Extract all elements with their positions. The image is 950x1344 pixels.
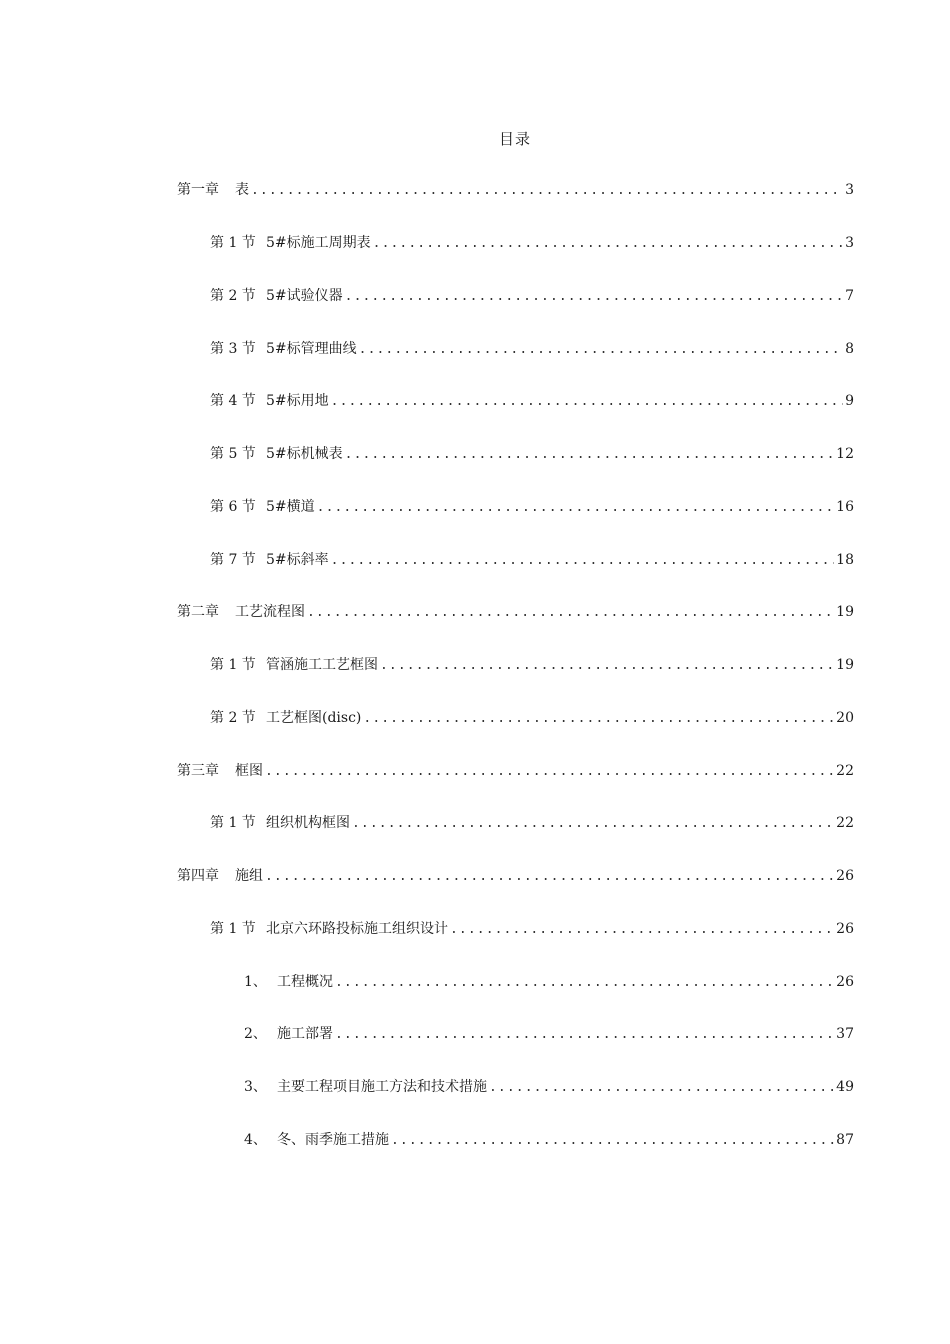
toc-entry-text: 表 xyxy=(235,182,249,198)
toc-entry-section[interactable] xyxy=(210,812,854,834)
toc-entry-subsection[interactable] xyxy=(244,1129,854,1151)
toc-entry-page: 19 xyxy=(836,657,854,673)
toc-entry-page: 26 xyxy=(836,974,854,990)
toc-leader-dots xyxy=(317,497,835,518)
toc-entry-page: 18 xyxy=(836,552,854,568)
toc-entry-section[interactable] xyxy=(210,285,854,307)
toc-leader-dots xyxy=(345,286,843,307)
toc-entry-text: 5#标用地 xyxy=(266,393,329,409)
toc-entry-number: 1、 xyxy=(244,974,267,990)
toc-entry-number: 第四章 xyxy=(177,868,219,884)
toc-entry-number: 第 3 节 xyxy=(210,341,256,357)
toc-entry-page: 49 xyxy=(836,1079,854,1095)
toc-entry-number: 第 2 节 xyxy=(210,288,256,304)
toc-entry-number: 第 7 节 xyxy=(210,552,256,568)
toc-entry-section[interactable] xyxy=(210,390,854,412)
toc-entry-section[interactable] xyxy=(210,443,854,465)
toc-leader-dots xyxy=(335,972,834,993)
toc-entry-page: 20 xyxy=(836,710,854,726)
toc-entry-number: 第 6 节 xyxy=(210,499,256,515)
toc-entry-page: 3 xyxy=(845,235,854,251)
toc-entry-text: 5#横道 xyxy=(266,499,315,515)
toc-leader-dots xyxy=(363,708,834,729)
toc-leader-dots xyxy=(265,761,834,782)
toc-entry-number: 4、 xyxy=(244,1132,267,1148)
toc-entry-section[interactable] xyxy=(210,496,854,518)
toc-entry-number: 2、 xyxy=(244,1026,267,1042)
toc-leader-dots xyxy=(335,1024,834,1045)
toc-entry-number: 第 1 节 xyxy=(210,657,256,673)
toc-entry-page: 19 xyxy=(836,604,854,620)
toc-entry-section[interactable] xyxy=(210,338,854,360)
toc-entry-section[interactable] xyxy=(210,654,854,676)
toc-entry-number: 第 1 节 xyxy=(210,921,256,937)
toc-entry-text: 5#标斜率 xyxy=(266,552,329,568)
toc-entry-section[interactable] xyxy=(210,918,854,940)
toc-title: 目录 xyxy=(498,130,531,148)
toc-entry-text: 冬、雨季施工措施 xyxy=(277,1132,389,1148)
toc-entry-text: 管涵施工工艺框图 xyxy=(266,657,378,673)
toc-entry-number: 3、 xyxy=(244,1079,267,1095)
toc-leader-dots xyxy=(391,1130,834,1151)
toc-entry-text: 北京六环路投标施工组织设计 xyxy=(266,921,448,937)
toc-leader-dots xyxy=(489,1077,834,1098)
toc-entry-text: 5#试验仪器 xyxy=(266,288,343,304)
toc-entry-page: 7 xyxy=(845,288,854,304)
toc-entry-text: 5#标施工周期表 xyxy=(266,235,371,251)
toc-leader-dots xyxy=(380,655,834,676)
toc-entry-page: 22 xyxy=(836,815,854,831)
toc-entry-text: 工程概况 xyxy=(277,974,333,990)
toc-entry-text: 5#标机械表 xyxy=(266,446,343,462)
toc-entry-subsection[interactable] xyxy=(244,1023,854,1045)
toc-leader-dots xyxy=(450,919,834,940)
toc-entry-section[interactable] xyxy=(210,549,854,571)
toc-entry-page: 9 xyxy=(845,393,854,409)
toc-entry-chapter-3[interactable] xyxy=(177,760,854,782)
toc-entry-page: 87 xyxy=(836,1132,854,1148)
toc-entry-number: 第 1 节 xyxy=(210,815,256,831)
toc-entry-section[interactable] xyxy=(210,232,854,254)
toc-entry-number: 第 1 节 xyxy=(210,235,256,251)
toc-entry-page: 26 xyxy=(836,921,854,937)
toc-entry-chapter-2[interactable] xyxy=(177,601,854,623)
toc-leader-dots xyxy=(307,602,834,623)
toc-entry-chapter-4[interactable] xyxy=(177,865,854,887)
toc-entry-page: 16 xyxy=(836,499,854,515)
toc-entry-number: 第三章 xyxy=(177,763,219,779)
toc-leader-dots xyxy=(345,444,835,465)
toc-entry-number: 第二章 xyxy=(177,604,219,620)
toc-leader-dots xyxy=(352,813,834,834)
toc-entry-text: 工艺流程图 xyxy=(235,604,305,620)
toc-entry-page: 8 xyxy=(845,341,854,357)
toc-entry-number: 第一章 xyxy=(177,182,219,198)
toc-entry-text: 施工部署 xyxy=(277,1026,333,1042)
toc-entry-text: 主要工程项目施工方法和技术措施 xyxy=(277,1079,487,1095)
toc-leader-dots xyxy=(251,180,843,201)
toc-leader-dots xyxy=(373,233,843,254)
toc-leader-dots xyxy=(331,391,843,412)
toc-entry-text: 5#标管理曲线 xyxy=(266,341,357,357)
toc-entry-text: 框图 xyxy=(235,763,263,779)
toc-entry-number: 第 5 节 xyxy=(210,446,256,462)
toc-entry-page: 26 xyxy=(836,868,854,884)
toc-leader-dots xyxy=(359,339,843,360)
toc-entry-subsection[interactable] xyxy=(244,971,854,993)
toc-leader-dots xyxy=(331,550,835,571)
toc-entry-number: 第 2 节 xyxy=(210,710,256,726)
toc-entry-page: 3 xyxy=(845,182,854,198)
toc-entry-text: 施组 xyxy=(235,868,263,884)
toc-entry-subsection[interactable] xyxy=(244,1076,854,1098)
toc-entry-section[interactable] xyxy=(210,707,854,729)
toc-entry-number: 第 4 节 xyxy=(210,393,256,409)
toc-entry-text: 组织机构框图 xyxy=(266,815,350,831)
toc-entry-chapter-1[interactable] xyxy=(177,179,854,201)
toc-entry-page: 37 xyxy=(836,1026,854,1042)
toc-entry-page: 12 xyxy=(836,446,854,462)
toc-entry-page: 22 xyxy=(836,763,854,779)
toc-entry-text: 工艺框图(disc) xyxy=(266,710,362,726)
toc-leader-dots xyxy=(265,866,834,887)
